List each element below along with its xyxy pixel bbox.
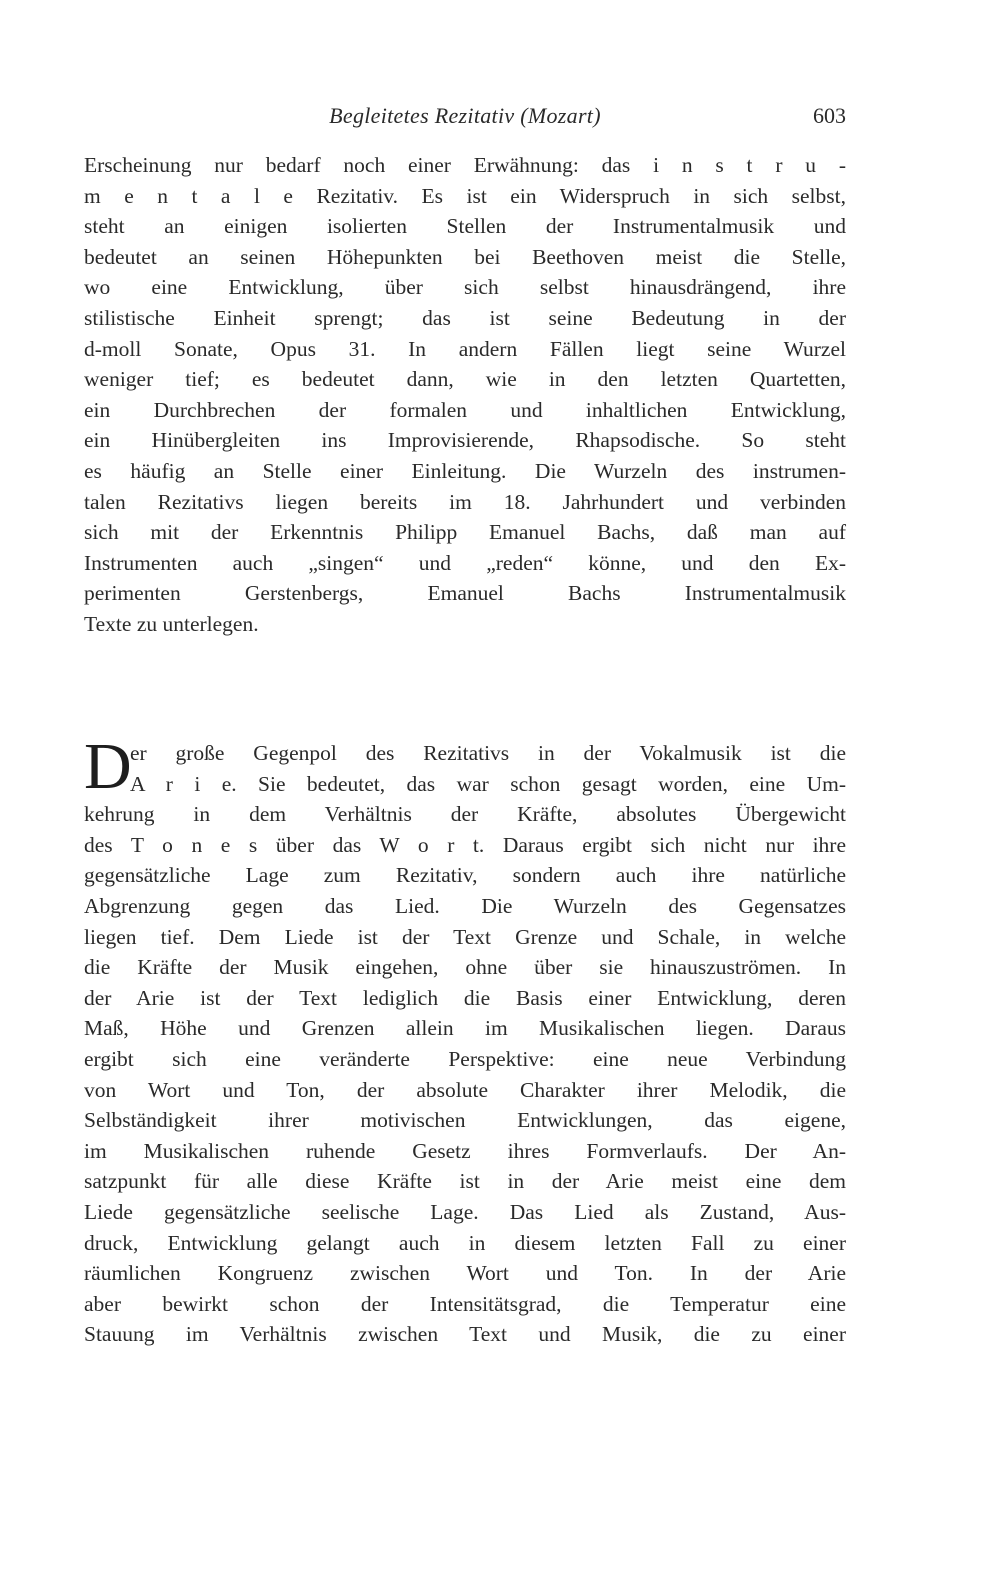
text-line: liegen tief. Dem Liede ist der Text Grenze und Schale, in welche: [84, 924, 846, 949]
text-line: druck, Entwicklung gelangt auch in diesem letzten Fall zu einer: [84, 1230, 846, 1255]
text-line: von Wort und Ton, der absolute Charakter ihrer Melodik, die: [84, 1077, 846, 1102]
text-line: satzpunkt für alle diese Kräfte ist in der Arie meist eine dem: [84, 1169, 846, 1194]
text-line: bedeutet an seinen Höhepunkten bei Beethoven meist die Stelle,: [84, 244, 846, 269]
text-line: Liede gegensätzliche seelische Lage. Das Lied als Zustand, Aus-: [84, 1199, 846, 1224]
text-line: Texte zu unterlegen.: [84, 611, 259, 636]
text-line: Stauung im Verhältnis zwischen Text und Musik, die zu einer: [84, 1322, 846, 1347]
text-line: kehrung in dem Verhältnis der Kräfte, absolutes Übergewicht: [84, 802, 846, 827]
text-line: talen Rezitativs liegen bereits im 18. Jahrhundert und verbinden: [84, 489, 846, 514]
text-line: Maß, Höhe und Grenzen allein im Musikalischen liegen. Daraus: [84, 1016, 846, 1041]
text-line: er große Gegenpol des Rezitativs in der Vokalmusik ist die: [130, 741, 846, 765]
text-line: steht an einigen isolierten Stellen der Instrumentalmusik und: [84, 214, 846, 239]
text-line: gegensätzliche Lage zum Rezitativ, sondern auch ihre natürliche: [84, 863, 846, 888]
text-line: wo eine Entwicklung, über sich selbst hinausdrängend, ihre: [84, 275, 846, 300]
text-line: der Arie ist der Text lediglich die Basis einer Entwicklung, deren: [84, 985, 846, 1010]
text-line: stilistische Einheit sprengt; das ist seine Bedeutung in der: [84, 305, 846, 330]
text-line: die Kräfte der Musik eingehen, ohne über sie hinauszuströmen. In: [84, 955, 846, 980]
running-header: [84, 98, 846, 134]
text-line: es häufig an Stelle einer Einleitung. Die Wurzeln des instrumen-: [84, 458, 846, 483]
text-line: ein Hinübergleiten ins Improvisierende, Rhapsodische. So steht: [84, 428, 846, 453]
text-line: m e n t a l e Rezitativ. Es ist ein Widerspruch in sich selbst,: [84, 183, 846, 208]
text-line: sich mit der Erkenntnis Philipp Emanuel Bachs, daß man auf: [84, 520, 846, 545]
text-line: ergibt sich eine veränderte Perspektive: eine neue Verbindung: [84, 1046, 846, 1071]
text-line: Instrumenten auch „singen“ und „reden“ könne, und den Ex-: [84, 550, 846, 575]
text-line: Selbständigkeit ihrer motivischen Entwicklungen, das eigene,: [84, 1108, 846, 1133]
running-title: Begleitetes Rezitativ (Mozart): [329, 103, 601, 128]
drop-cap: D: [84, 730, 132, 803]
text-line: ein Durchbrechen der formalen und inhaltlichen Entwicklung,: [84, 397, 846, 422]
text-line: weniger tief; es bedeutet dann, wie in den letzten Quartetten,: [84, 367, 846, 392]
text-line: des T o n e s über das W o r t. Daraus ergibt sich nicht nur ihre: [84, 832, 846, 857]
text-line: perimenten Gerstenbergs, Emanuel Bachs Instrumentalmusik: [84, 581, 846, 606]
text-line: räumlichen Kongruenz zwischen Wort und Ton. In der Arie: [84, 1261, 846, 1286]
text-line: d-moll Sonate, Opus 31. In andern Fällen liegt seine Wurzel: [84, 336, 846, 361]
text-line: Erscheinung nur bedarf noch einer Erwähnung: das i n s t r u -: [84, 153, 846, 177]
text-line: aber bewirkt schon der Intensitätsgrad, die Temperatur eine: [84, 1291, 846, 1316]
text-line: A r i e. Sie bedeutet, das war schon gesagt worden, eine Um-: [130, 771, 846, 796]
page-number: 603: [813, 103, 846, 128]
text-line: Abgrenzung gegen das Lied. Die Wurzeln des Gegensatzes: [84, 893, 846, 918]
paragraph-instrumental-recitative: [84, 150, 846, 640]
paragraph-aria: [84, 730, 846, 1350]
text-line: im Musikalischen ruhende Gesetz ihres Formverlaufs. Der An-: [84, 1138, 846, 1163]
